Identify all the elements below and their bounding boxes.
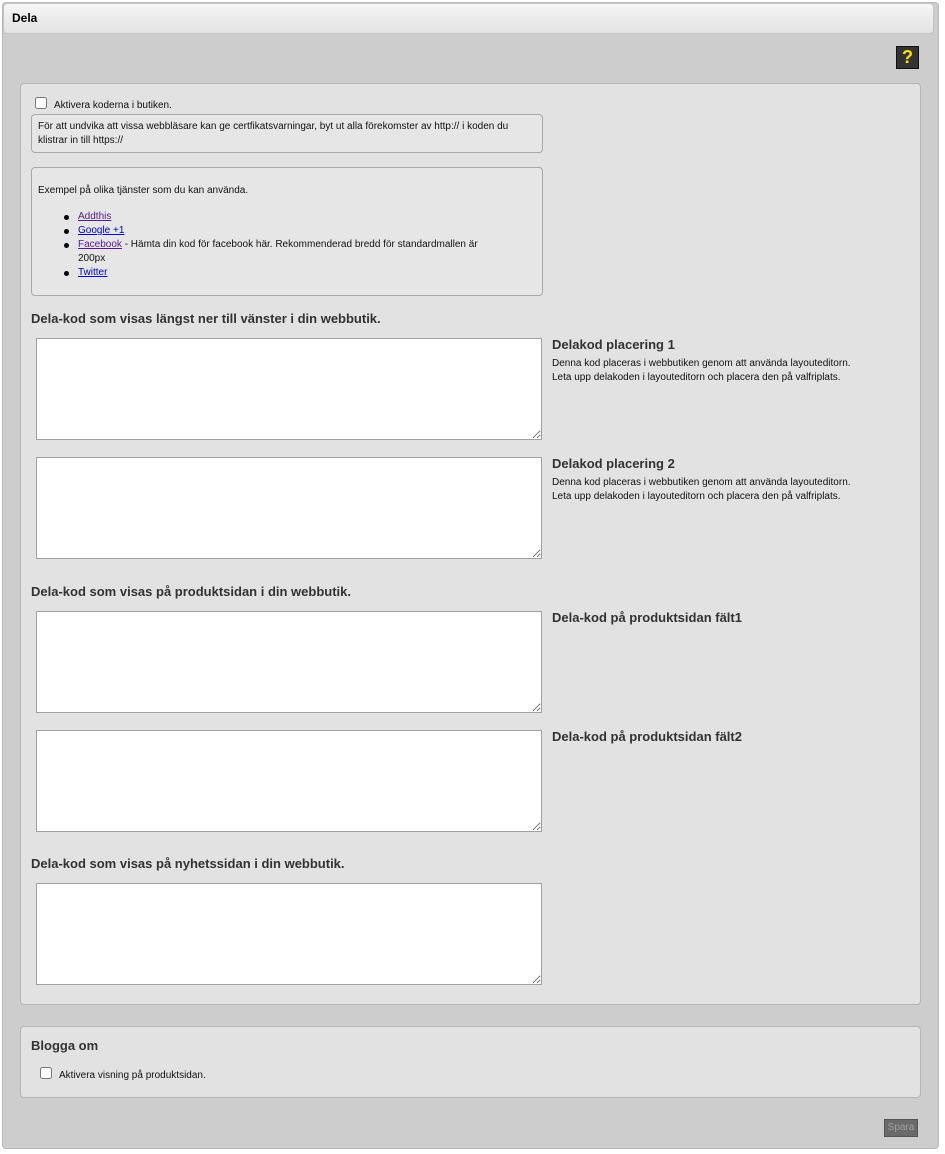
facebook-link[interactable]: Facebook	[78, 239, 122, 250]
placement-1-title: Delakod placering 1	[552, 337, 675, 352]
news-share-code-textarea[interactable]	[36, 883, 542, 985]
https-warning-text: För att undvika att vissa webbläsare kan ge certfikatsvarningar, byt ut alla förekomster av http:// i koden du klistrar in till https://	[38, 121, 509, 146]
examples-intro: Exempel på olika tjänster som du kan använda.	[38, 185, 249, 196]
https-warning-box	[31, 114, 543, 153]
help-icon[interactable]: ?	[896, 46, 919, 69]
bottom-left-section-heading: Dela-kod som visas längst ner till vänster i din webbutik.	[31, 311, 381, 326]
share-code-placement-1-textarea[interactable]	[36, 338, 542, 440]
twitter-link[interactable]: Twitter	[78, 267, 108, 278]
news-section-heading: Dela-kod som visas på nyhetssidan i din webbutik.	[31, 856, 345, 871]
save-button[interactable]: Spara	[884, 1119, 918, 1137]
product-field1-title: Dela-kod på produktsidan fält1	[552, 610, 742, 625]
list-item	[38, 238, 536, 266]
activate-codes-label: Aktivera koderna i butiken.	[54, 100, 172, 111]
page-title: Dela	[3, 3, 934, 34]
list-item	[38, 224, 536, 238]
placement-2-title: Delakod placering 2	[552, 456, 675, 471]
google-plus-link[interactable]: Google +1	[78, 225, 125, 236]
placement-2-description: Denna kod placeras i webbutiken genom att använda layouteditorn. Leta upp delakoden i layouteditorn och placera den på valfriplats.	[552, 477, 851, 502]
blog-panel	[20, 1026, 921, 1098]
examples-box	[31, 167, 543, 296]
placement-1-description: Denna kod placeras i webbutiken genom att använda layouteditorn. Leta upp delakoden i layouteditorn och placera den på valfriplats.	[552, 358, 851, 383]
list-item	[38, 266, 536, 280]
addthis-link[interactable]: Addthis	[78, 211, 112, 222]
product-share-code-field2-textarea[interactable]	[36, 730, 542, 832]
product-share-code-field1-textarea[interactable]	[36, 611, 542, 713]
list-item	[38, 210, 536, 224]
activate-codes-checkbox[interactable]	[35, 97, 47, 109]
blog-activate-checkbox[interactable]	[40, 1067, 52, 1079]
share-code-placement-2-textarea[interactable]	[36, 457, 542, 559]
examples-list	[38, 210, 536, 280]
blog-activate-label: Aktivera visning på produktsidan.	[59, 1070, 206, 1081]
product-field2-title: Dela-kod på produktsidan fält2	[552, 729, 742, 744]
facebook-note: - Hämta din kod för facebook här. Rekommenderad bredd för standardmallen är 200px	[78, 239, 478, 264]
product-section-heading: Dela-kod som visas på produktsidan i din webbutik.	[31, 584, 352, 599]
blog-heading: Blogga om	[31, 1038, 99, 1053]
